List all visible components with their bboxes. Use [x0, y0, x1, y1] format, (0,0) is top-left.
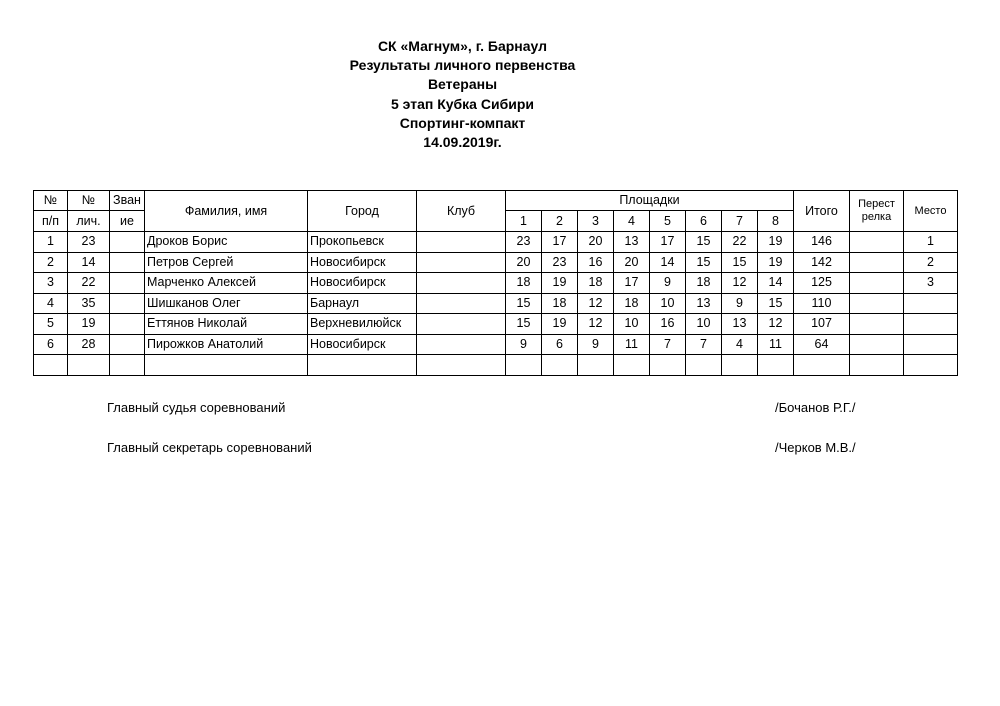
results-table — [33, 190, 958, 376]
cell-empty — [145, 355, 308, 376]
table-header-row — [34, 191, 958, 211]
cell-score: 18 — [614, 293, 650, 314]
cell-city: Новосибирск — [308, 273, 417, 294]
cell-empty — [850, 355, 904, 376]
cell-club — [417, 314, 506, 335]
cell-name: Дроков Борис — [145, 232, 308, 253]
cell-rank — [110, 273, 145, 294]
site-number: 1 — [506, 211, 542, 232]
cell-place: 2 — [904, 252, 958, 273]
cell-lic: 35 — [68, 293, 110, 314]
cell-city: Новосибирск — [308, 252, 417, 273]
cell-score: 18 — [578, 273, 614, 294]
cell-score: 11 — [758, 334, 794, 355]
cell-empty — [758, 355, 794, 376]
header-organizer: СК «Магнум», г. Барнаул — [377, 38, 548, 54]
cell-score: 18 — [542, 293, 578, 314]
cell-score: 15 — [506, 293, 542, 314]
cell-club — [417, 293, 506, 314]
cell-lic: 19 — [68, 314, 110, 335]
cell-name: Петров Сергей — [145, 252, 308, 273]
cell-score: 13 — [614, 232, 650, 253]
cell-score: 14 — [758, 273, 794, 294]
cell-empty — [578, 355, 614, 376]
col-rank-top: Зван — [110, 191, 145, 211]
cell-score: 4 — [722, 334, 758, 355]
cell-score: 19 — [542, 273, 578, 294]
cell-score: 18 — [686, 273, 722, 294]
site-number: 2 — [542, 211, 578, 232]
cell-score: 16 — [578, 252, 614, 273]
col-rank-bottom: ие — [110, 211, 145, 232]
site-number: 5 — [650, 211, 686, 232]
cell-score: 6 — [542, 334, 578, 355]
cell-score: 11 — [614, 334, 650, 355]
col-lic-top: № — [68, 191, 110, 211]
cell-score: 16 — [650, 314, 686, 335]
cell-empty — [110, 355, 145, 376]
cell-score: 19 — [758, 252, 794, 273]
cell-score: 9 — [506, 334, 542, 355]
col-city-header: Город — [308, 191, 417, 232]
cell-rank — [110, 252, 145, 273]
cell-no: 1 — [34, 232, 68, 253]
cell-empty — [650, 355, 686, 376]
col-sites-header: Площадки — [506, 191, 794, 211]
cell-score: 17 — [614, 273, 650, 294]
col-no-top: № — [34, 191, 68, 211]
cell-score: 9 — [578, 334, 614, 355]
cell-score: 19 — [758, 232, 794, 253]
cell-score: 10 — [686, 314, 722, 335]
cell-score: 12 — [578, 314, 614, 335]
cell-place — [904, 334, 958, 355]
cell-empty — [417, 355, 506, 376]
cell-score: 17 — [650, 232, 686, 253]
cell-no: 6 — [34, 334, 68, 355]
cell-score: 12 — [722, 273, 758, 294]
judge-label: Главный судья соревнований — [107, 400, 286, 415]
judge-name: /Бочанов Р.Г./ — [775, 400, 856, 415]
cell-score: 10 — [650, 293, 686, 314]
table-row — [34, 314, 958, 335]
cell-total: 107 — [794, 314, 850, 335]
cell-city: Барнаул — [308, 293, 417, 314]
cell-lic: 23 — [68, 232, 110, 253]
header-stage: 5 этап Кубка Сибири — [390, 95, 534, 112]
site-number: 4 — [614, 211, 650, 232]
cell-shootoff — [850, 232, 904, 253]
cell-name: Марченко Алексей — [145, 273, 308, 294]
cell-shootoff — [850, 314, 904, 335]
cell-score: 12 — [758, 314, 794, 335]
cell-score: 18 — [506, 273, 542, 294]
cell-no: 3 — [34, 273, 68, 294]
cell-rank — [110, 232, 145, 253]
cell-empty — [722, 355, 758, 376]
cell-score: 15 — [506, 314, 542, 335]
cell-shootoff — [850, 293, 904, 314]
cell-score: 20 — [506, 252, 542, 273]
cell-lic: 28 — [68, 334, 110, 355]
cell-empty — [614, 355, 650, 376]
cell-empty — [904, 355, 958, 376]
cell-score: 15 — [686, 232, 722, 253]
cell-score: 12 — [578, 293, 614, 314]
cell-total: 110 — [794, 293, 850, 314]
cell-lic: 14 — [68, 252, 110, 273]
cell-total: 142 — [794, 252, 850, 273]
site-number: 6 — [686, 211, 722, 232]
cell-place: 3 — [904, 273, 958, 294]
cell-score: 15 — [722, 252, 758, 273]
cell-score: 19 — [542, 314, 578, 335]
col-shootoff-header — [850, 191, 904, 232]
cell-rank — [110, 293, 145, 314]
cell-no: 2 — [34, 252, 68, 273]
col-lic-bottom: лич. — [68, 211, 110, 232]
cell-total: 146 — [794, 232, 850, 253]
table-row — [34, 334, 958, 355]
secretary-name: /Черков М.В./ — [775, 440, 856, 455]
cell-score: 15 — [758, 293, 794, 314]
cell-empty — [34, 355, 68, 376]
cell-name: Еттянов Николай — [145, 314, 308, 335]
cell-empty — [506, 355, 542, 376]
cell-score: 22 — [722, 232, 758, 253]
cell-score: 17 — [542, 232, 578, 253]
document-header — [0, 37, 1000, 152]
cell-place — [904, 314, 958, 335]
header-title: Результаты личного первенства — [349, 57, 576, 74]
cell-empty — [542, 355, 578, 376]
cell-shootoff — [850, 252, 904, 273]
cell-rank — [110, 314, 145, 335]
header-date: 14.09.2019г. — [423, 134, 502, 151]
shootoff-bottom: релка — [861, 211, 892, 223]
table-row — [34, 252, 958, 273]
cell-score: 15 — [686, 252, 722, 273]
col-club-header: Клуб — [417, 191, 506, 232]
cell-name: Пирожков Анатолий — [145, 334, 308, 355]
cell-score: 10 — [614, 314, 650, 335]
site-number: 3 — [578, 211, 614, 232]
site-number: 8 — [758, 211, 794, 232]
shootoff-top: Перест — [858, 198, 895, 210]
cell-empty — [794, 355, 850, 376]
cell-lic: 22 — [68, 273, 110, 294]
cell-club — [417, 334, 506, 355]
table-row — [34, 232, 958, 253]
cell-rank — [110, 334, 145, 355]
cell-name: Шишканов Олег — [145, 293, 308, 314]
cell-shootoff — [850, 273, 904, 294]
table-row — [34, 273, 958, 294]
secretary-label: Главный секретарь соревнований — [107, 440, 312, 455]
cell-score: 14 — [650, 252, 686, 273]
col-place-header: Место — [904, 191, 958, 232]
cell-city: Верхневилюйск — [308, 314, 417, 335]
col-total-header: Итого — [794, 191, 850, 232]
cell-score: 23 — [506, 232, 542, 253]
cell-score: 7 — [686, 334, 722, 355]
cell-empty — [686, 355, 722, 376]
cell-score: 9 — [722, 293, 758, 314]
col-no-bottom: п/п — [34, 211, 68, 232]
cell-city: Новосибирск — [308, 334, 417, 355]
header-category: Ветераны — [427, 76, 498, 93]
col-name-header: Фамилия, имя — [145, 191, 308, 232]
cell-score: 9 — [650, 273, 686, 294]
cell-score: 7 — [650, 334, 686, 355]
cell-score: 13 — [686, 293, 722, 314]
cell-empty — [68, 355, 110, 376]
cell-score: 20 — [614, 252, 650, 273]
cell-empty — [308, 355, 417, 376]
cell-total: 64 — [794, 334, 850, 355]
cell-city: Прокопьевск — [308, 232, 417, 253]
header-discipline: Спортинг-компакт — [399, 114, 526, 131]
cell-score: 23 — [542, 252, 578, 273]
cell-score: 13 — [722, 314, 758, 335]
cell-place: 1 — [904, 232, 958, 253]
cell-no: 4 — [34, 293, 68, 314]
cell-total: 125 — [794, 273, 850, 294]
cell-club — [417, 252, 506, 273]
cell-club — [417, 273, 506, 294]
cell-no: 5 — [34, 314, 68, 335]
cell-place — [904, 293, 958, 314]
cell-shootoff — [850, 334, 904, 355]
site-number: 7 — [722, 211, 758, 232]
table-row — [34, 293, 958, 314]
table-row-empty — [34, 355, 958, 376]
cell-club — [417, 232, 506, 253]
cell-score: 20 — [578, 232, 614, 253]
